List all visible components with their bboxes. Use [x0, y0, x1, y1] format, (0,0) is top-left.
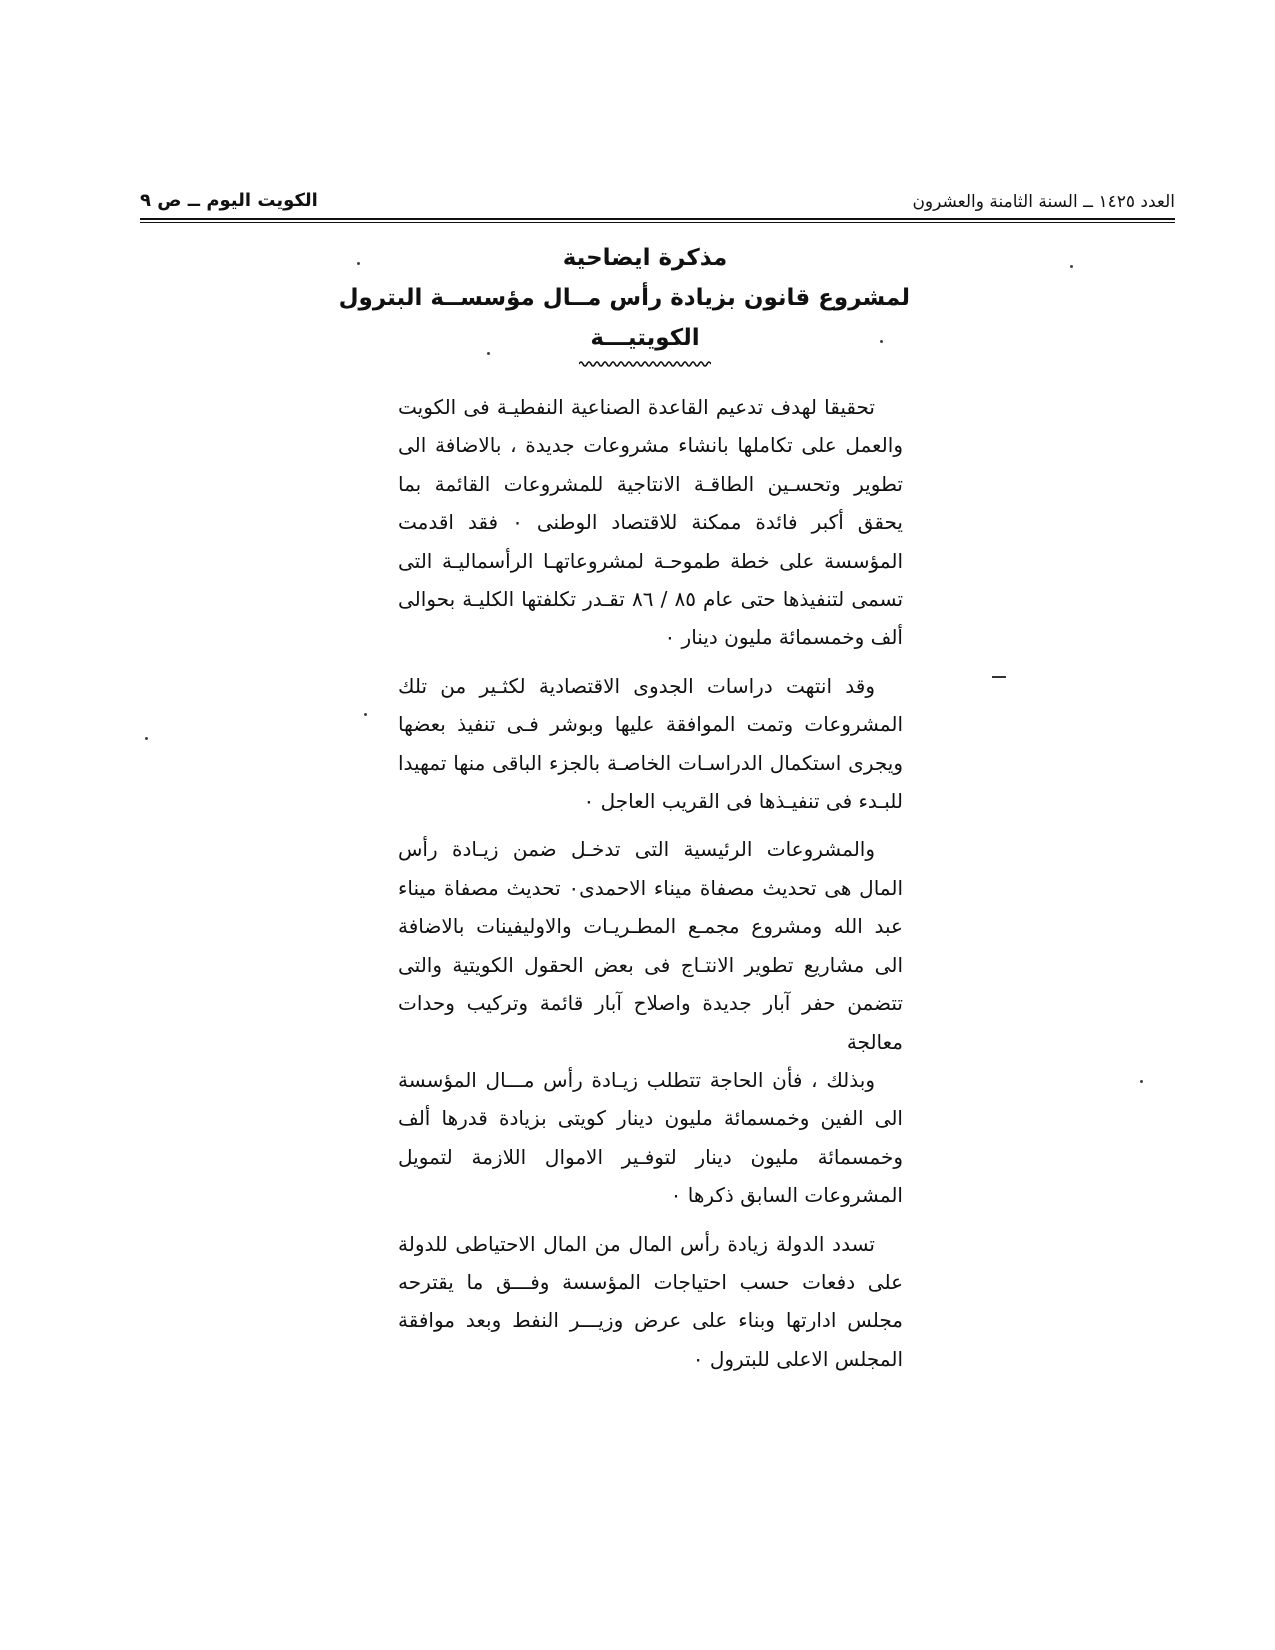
scan-speck [357, 262, 360, 265]
paragraph-1-text: تحقيقا لهدف تدعيم القاعدة الصناعية النفطيـة فى الكويت والعمل على تكاملها بانشاء مشروعات جديدة ، بالاضافة الى تطوير وتحسـين الطاقـة الانتاجية للمشروعات القائمة بما يحقق أكبر فائدة ممكنة للاقتصاد الوطنى ٠ فقد اقدمت المؤسسة على خطة طموحـة لمشروعاتهـا الرأسماليـة التى تسمى لتنفيذها حتى عام ٨٥ / ٨٦ تقـدر تكلفتها الكليـة بحوالى ألف وخمسمائة مليون دينار ٠ [398, 395, 904, 650]
paragraph-4 [398, 1061, 903, 1215]
header-rule-thick [140, 218, 1175, 220]
scan-speck [1140, 1080, 1143, 1083]
paragraph-3 [398, 830, 903, 1060]
title-heading: مذكرة ايضاحية [562, 245, 728, 271]
issue-line: العدد ١٤٢٥ ــ السنة الثامنة والعشرون [912, 192, 1175, 212]
wavy-underline [579, 360, 711, 368]
scan-mark [992, 676, 1006, 678]
scan-speck [487, 352, 490, 355]
scan-speck [880, 340, 883, 343]
title-block [338, 238, 910, 368]
paragraph-1 [398, 388, 903, 657]
scan-speck [1070, 265, 1073, 268]
paragraph-3-text: والمشروعات الرئيسية التى تدخـل ضمن زيـادة رأس المال هى تحديث مصفاة ميناء الاحمدى٠ تحديث مصفاة ميناء عبد الله ومشروع مجمـع المطـريـات والاوليفينات بالاضافة الى مشاريع تطوير الانتـاج فى بعض الحقول الكويتية والتى تتضمن حفر آبار جديدة واصلاح آبار قائمة وتركيب وحدات معالجة [398, 837, 903, 1054]
body-text [398, 388, 903, 1378]
paragraph-5-text: تسدد الدولة زيادة رأس المال من المال الاحتياطى للدولة على دفعات حسب احتياجات المؤسسة وفـــق ما يقترحه مجلس ادارتها وبناء على عرض وزيـــر النفط وبعد موافقة المجلس الاعلى للبترول ٠ [398, 1231, 903, 1371]
scan-speck [364, 713, 367, 716]
paragraph-5 [398, 1225, 903, 1379]
title-subject-continued: الكويتيـــة [590, 325, 700, 351]
paragraph-2-text: وقد انتهت دراسات الجدوى الاقتصادية لكثـير من تلك المشروعات وتمت الموافقة عليها وبوشر فـى تنفيذ بعضها ويجرى استكمال الدراسـات الخاصـة بالجزء الباقى منها تمهيدا للبـدء فى تنفيـذها فى القريب العاجل ٠ [398, 673, 903, 814]
title-subject: لمشروع قانون بزيادة رأس مــال مؤسســة البترول [338, 285, 910, 311]
paragraph-4-text: وبذلك ، فأن الحاجة تتطلب زيـادة رأس مـــال المؤسسة الى الفين وخمسمائة مليون دينار كويتى بزيادة قدرها ألف وخمسمائة مليون دينار لتوفـير الاموال اللازمة لتمويل المشروعات السابق ذكرها ٠ [398, 1067, 903, 1208]
header-rule-thin [140, 222, 1175, 223]
paragraph-2 [398, 667, 903, 821]
scan-speck [145, 737, 148, 740]
newspaper-page-label: الكويت اليوم ــ ص ٩ [140, 190, 318, 211]
